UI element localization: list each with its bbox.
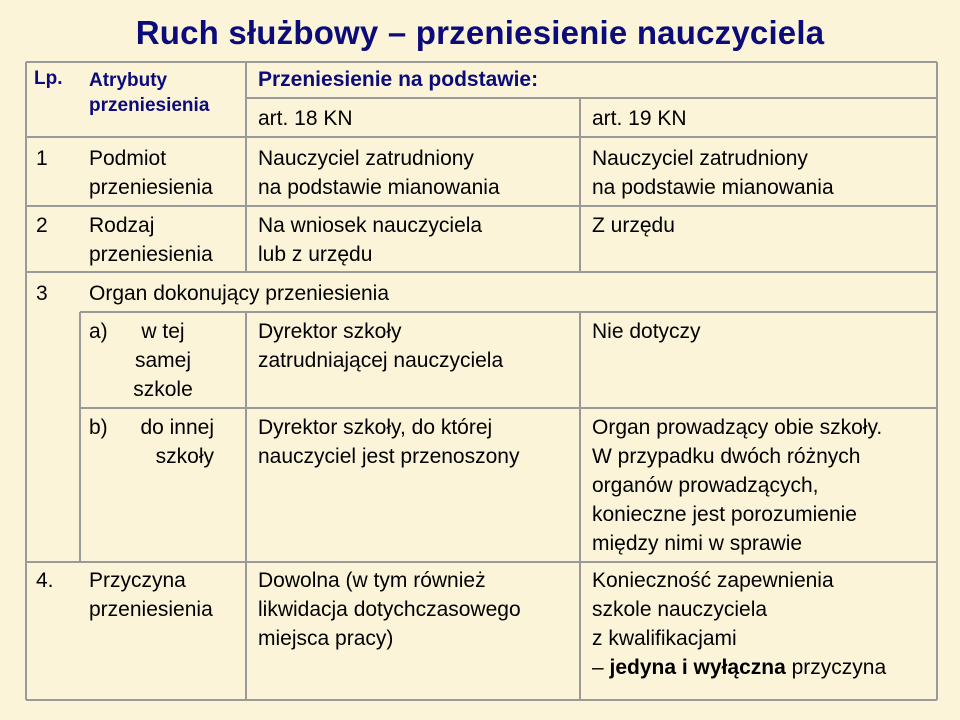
row4-art19-line4	[592, 653, 886, 682]
row4-art18-line3: miejsca pracy)	[258, 627, 394, 650]
row2-art18	[258, 211, 482, 269]
header-lp: Lp.	[34, 68, 63, 89]
row1-art18	[258, 144, 500, 202]
row1-label	[89, 144, 213, 202]
row1-num: 1	[36, 147, 48, 170]
row2-art18-line1: Na wniosek nauczyciela	[258, 214, 483, 237]
row2-label-line2: przeniesienia	[89, 243, 213, 266]
row4-art19-line4-suffix: przyczyna	[785, 656, 887, 679]
subrow-b-label	[128, 413, 214, 471]
row4-label-line2: przeniesienia	[89, 598, 213, 621]
row4-art19-line4-bold: jedyna i wyłączna	[609, 656, 786, 679]
subrow-b-art19-line3: organów prowadzących,	[592, 474, 819, 497]
subrow-a-label-line1: w tej	[141, 320, 185, 343]
subrow-b-art18-line1: Dyrektor szkoły, do której	[258, 416, 493, 439]
subrow-a-art18-line2: zatrudniającej nauczyciela	[258, 349, 504, 372]
subrow-b-art18-line2: nauczyciel jest przenoszony	[258, 445, 520, 468]
row1-art19-line2: na podstawie mianowania	[592, 176, 834, 199]
row2-art19	[592, 211, 675, 240]
row2-num: 2	[36, 214, 48, 237]
row1-art19-line1: Nauczyciel zatrudniony	[592, 147, 808, 170]
subrow-b-art18	[258, 413, 519, 471]
row2-label	[89, 211, 213, 269]
subrow-b-art19-line5: między nimi w sprawie	[592, 532, 803, 555]
header-attributes	[89, 68, 239, 118]
row4-art19-line4-prefix: –	[592, 656, 610, 679]
row3-label: Organ dokonujący przeniesienia	[89, 282, 390, 305]
subrow-a-art19-line1: Nie dotyczy	[592, 320, 701, 343]
subrow-b-label-line2: szkoły	[155, 445, 214, 468]
subrow-a-label	[128, 317, 198, 404]
subrow-b-marker: b)	[89, 416, 108, 439]
subrow-b-art19-line4: konieczne jest porozumienie	[592, 503, 857, 526]
header-basis: Przeniesienie na podstawie:	[258, 68, 539, 91]
row2-art18-line2: lub z urzędu	[258, 243, 373, 266]
row4-art19-line1: Konieczność zapewnienia	[592, 569, 834, 592]
row4-art18-line1: Dowolna (w tym również	[258, 569, 486, 592]
subrow-b-art19	[592, 413, 882, 558]
row1-art18-line1: Nauczyciel zatrudniony	[258, 147, 474, 170]
subrow-b-label-line1: do innej	[140, 416, 214, 439]
subrow-a-art18-line1: Dyrektor szkoły	[258, 320, 402, 343]
row4-art19-line3: z kwalifikacjami	[592, 627, 737, 650]
subrow-a-label-line2: samej	[134, 349, 192, 372]
subrow-a-marker: a)	[89, 320, 108, 343]
row1-art18-line2: na podstawie mianowania	[258, 176, 500, 199]
row1-label-line1: Podmiot	[89, 147, 167, 170]
row4-art18	[258, 566, 521, 653]
row4-label-line1: Przyczyna	[89, 569, 186, 592]
header-attributes-line1: Atrybuty	[89, 70, 168, 91]
row4-num: 4.	[36, 569, 54, 592]
row2-art19-line1: Z urzędu	[592, 214, 675, 237]
header-art19: art. 19 KN	[592, 107, 687, 130]
row4-label	[89, 566, 213, 624]
row4-art18-line2: likwidacja dotychczasowego	[258, 598, 521, 621]
subrow-a-art18	[258, 317, 503, 375]
header-attributes-line2: przeniesienia	[89, 95, 210, 116]
subrow-a-label-line3: szkole	[133, 378, 193, 401]
row4-art19	[592, 566, 886, 682]
row1-label-line2: przeniesienia	[89, 176, 213, 199]
subrow-b-art19-line2: W przypadku dwóch różnych	[592, 445, 861, 468]
row2-label-line1: Rodzaj	[89, 214, 155, 237]
header-art18: art. 18 KN	[258, 107, 353, 130]
page-title: Ruch służbowy – przeniesienie nauczyciela	[135, 14, 825, 51]
row1-art19	[592, 144, 834, 202]
row3-num: 3	[36, 282, 48, 305]
row4-art19-line2: szkole nauczyciela	[592, 598, 768, 621]
subrow-a-art19	[592, 317, 701, 346]
subrow-b-art19-line1: Organ prowadzący obie szkoły.	[592, 416, 883, 439]
